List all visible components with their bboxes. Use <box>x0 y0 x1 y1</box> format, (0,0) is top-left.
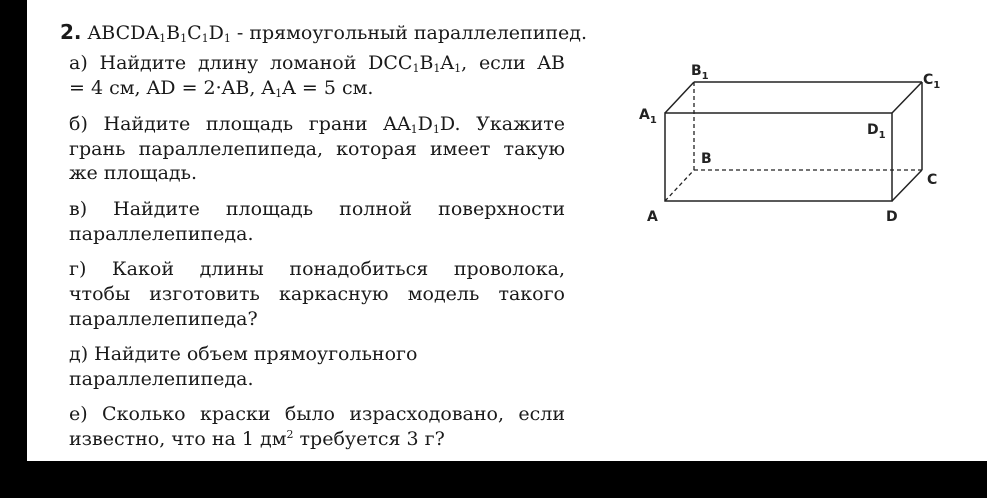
vertex-label-c: C <box>927 172 938 188</box>
part-a-line-1: а) Найдите длину ломаной $DCC_1B_1A_1$, если AB <box>69 52 566 75</box>
part-e-line-1: е) Сколько краски было израсходовано, если <box>69 403 565 425</box>
part-d-line-2: параллелепипеда. <box>69 368 254 390</box>
part-g-line-3: параллелепипеда? <box>69 308 258 330</box>
problem-number: 2. <box>60 20 82 44</box>
problem-sheet <box>27 0 987 461</box>
problem-title: 2. $ABCDA_1B_1C_1D_1$ - прямоугольный параллелепипед. <box>60 20 588 45</box>
part-b-line-2: грань параллелепипеда, которая имеет такую <box>69 138 565 160</box>
vertex-label-b1: $B_1$ <box>691 63 709 82</box>
part-d-line-1: д) Найдите объем прямоугольного <box>69 343 418 365</box>
vertex-label-c1: $C_1$ <box>923 72 941 91</box>
part-e-line-2: известно, что на 1 $дм^2$ требуется 3 г? <box>69 428 445 450</box>
vertex-label-b: B <box>701 151 712 167</box>
part-b-line-3: же площадь. <box>69 162 198 184</box>
front-face <box>665 113 892 201</box>
part-g-line-2: чтобы изготовить каркасную модель такого <box>69 283 565 305</box>
part-a-line-2: = 4 см, AD = 2·AB, $A_1A = 5$ см. <box>69 77 374 100</box>
vertex-label-d1: $D_1$ <box>867 122 886 141</box>
part-v-line-1: в) Найдите площадь полной поверхности <box>69 198 565 220</box>
parallelepiped-figure <box>627 55 957 235</box>
vertex-label-a1: $A_1$ <box>639 107 657 126</box>
part-b-line-1: б) Найдите площадь грани $AA_1D_1D$. Укажите <box>69 113 566 136</box>
vertex-label-a: A <box>647 209 658 225</box>
vertex-label-d: D <box>886 209 898 225</box>
hidden-edge-ab <box>665 170 694 201</box>
edge-d1c1 <box>892 82 922 113</box>
edge-a1b1 <box>665 82 694 113</box>
part-v-line-2: параллелепипеда. <box>69 223 254 245</box>
edge-dc <box>892 170 922 201</box>
part-g-line-1: г) Какой длины понадобиться проволока, <box>69 258 565 280</box>
